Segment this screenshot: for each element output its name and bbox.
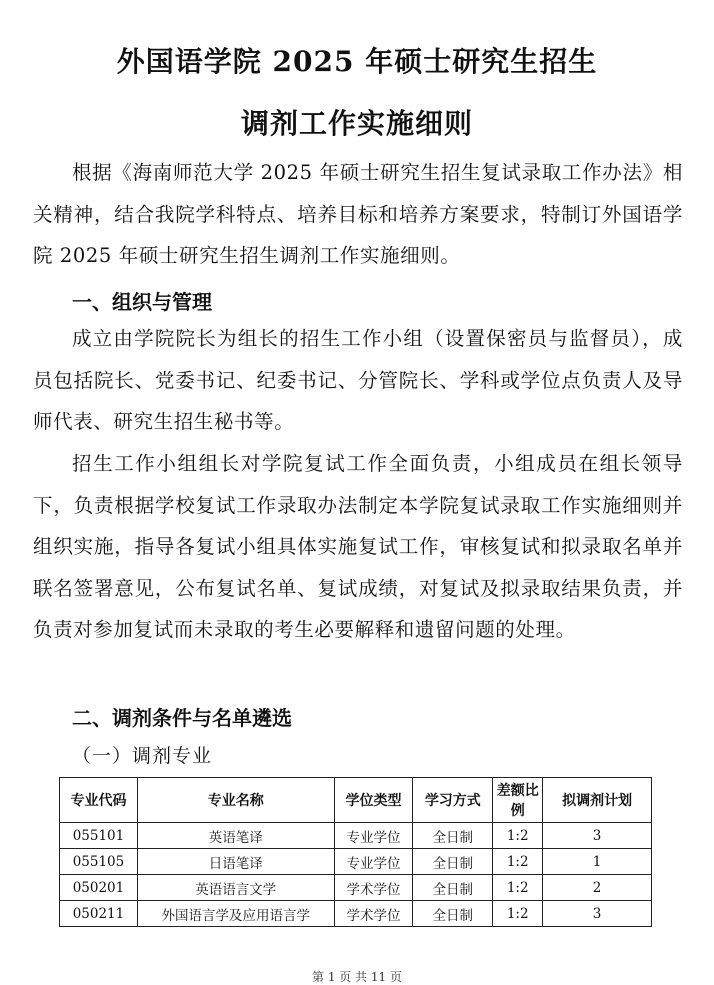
section-1-paragraph-1: 成立由学院院长为组长的招生工作小组（设置保密员与监督员），成员包括院长、党委书记、纪委书记、分管院长、学科或学位点负责人及导师代表、研究生招生秘书等。 [33, 327, 683, 433]
cell-study-mode: 全日制 [413, 901, 493, 927]
header-ratio: 差额比例 [493, 778, 543, 823]
intro-paragraph: 根据《海南师范大学 2025 年硕士研究生招生复试录取工作办法》相关精神，结合我院学科特点、培养目标和培养方案要求，特制订外国语学院 2025 年硕士研究生招生调剂工作实施细则。 [33, 161, 683, 267]
cell-major-code: 050211 [60, 901, 138, 927]
cell-ratio: 1:2 [493, 849, 543, 875]
subsection-heading-majors: （一）调剂专业 [72, 745, 213, 767]
document-title-line-2: 调剂工作实施细则 [240, 107, 473, 140]
cell-major-code: 050201 [60, 875, 138, 901]
cell-ratio: 1:2 [493, 875, 543, 901]
section-2-heading: 二、调剂条件与名单遴选 [72, 706, 292, 730]
cell-ratio: 1:2 [493, 823, 543, 849]
cell-degree-type: 学术学位 [334, 901, 413, 927]
table-row [60, 849, 652, 875]
cell-plan: 3 [543, 901, 652, 927]
cell-major-name: 英语语言文学 [137, 875, 334, 901]
adjustment-majors-table [59, 777, 652, 927]
cell-degree-type: 学术学位 [334, 875, 413, 901]
header-major-code: 专业代码 [60, 778, 138, 823]
table-header-row [60, 778, 652, 823]
header-major-name: 专业名称 [137, 778, 334, 823]
cell-major-code: 055105 [60, 849, 138, 875]
cell-study-mode: 全日制 [413, 849, 493, 875]
cell-plan: 2 [543, 875, 652, 901]
cell-major-name: 英语笔译 [137, 823, 334, 849]
cell-study-mode: 全日制 [413, 823, 493, 849]
header-plan: 拟调剂计划 [543, 778, 652, 823]
cell-major-name: 外国语言学及应用语言学 [137, 901, 334, 927]
document-title-line-1: 外国语学院 2025 年硕士研究生招生 [116, 45, 598, 78]
table-row [60, 823, 652, 849]
section-1-paragraph-2: 招生工作小组组长对学院复试工作全面负责，小组成员在组长领导下，负责根据学校复试工作录取办法制定本学院复试录取工作实施细则并组织实施，指导各复试小组具体实施复试工作，审核复试和拟录取名单并联名签署意见，公布复试名单、复试成绩，对复试及拟录取结果负责，并负责对参加复试而未录取的考生必要解释和遗留问题的处理。 [33, 452, 683, 641]
cell-major-code: 055101 [60, 823, 138, 849]
page-number-footer: 第 1 页 共 11 页 [312, 970, 402, 984]
cell-major-name: 日语笔译 [137, 849, 334, 875]
cell-plan: 1 [543, 849, 652, 875]
cell-plan: 3 [543, 823, 652, 849]
cell-study-mode: 全日制 [413, 875, 493, 901]
section-1-heading: 一、组织与管理 [72, 290, 212, 314]
header-degree-type: 学位类型 [334, 778, 413, 823]
cell-degree-type: 专业学位 [334, 849, 413, 875]
table-row [60, 901, 652, 927]
cell-degree-type: 专业学位 [334, 823, 413, 849]
cell-ratio: 1:2 [493, 901, 543, 927]
table-row [60, 875, 652, 901]
header-study-mode: 学习方式 [413, 778, 493, 823]
